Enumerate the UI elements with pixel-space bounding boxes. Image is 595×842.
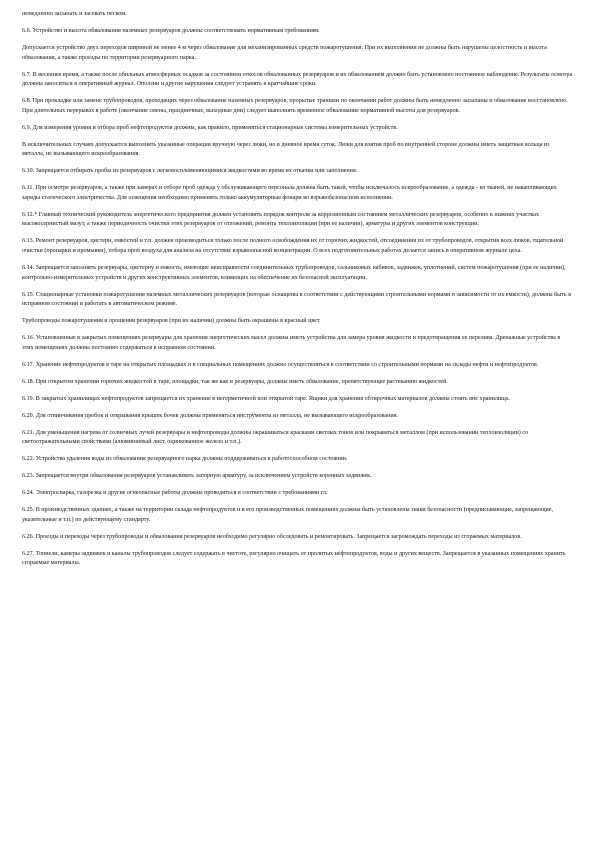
paragraph: 6.18. При открытом хранении горючих жидкостей в таре, площадки, так же как и резервуары, должны иметь обвалование, препятствующее растеканию жидкостей. — [22, 378, 448, 385]
paragraph: Допускается устройство двух переходов шириной не менее 4 м через обвалование для механизированных средств пожаротушения. При их выполнении не должны быть нарушены целостность и высота обвалования, а также проезды по территории резервуарного парка. — [22, 44, 547, 61]
paragraph: 6.20. Для отвинчивания пробок и открывания крышек бочек должны применяться инструменты из металла, не вызывающего искрообразования. — [22, 412, 398, 419]
paragraph: 6.9. Для измерения уровня и отбора проб нефтепродуктов должны, как правило, применяться стационарные системы измерительных устройств. — [22, 124, 398, 131]
paragraph: 6.21. Для уменьшения нагрева от солнечных лучей резервуары и нефтепроводы должны окрашиваться красками светлых тонов или покрываться металлом (при использовании теплоизоляции) со светоотражательными свойствами (алюминиевый лист, оцинкованное железо и т.п.). — [22, 429, 529, 446]
paragraph: Трубопроводы пожаротушения и орошения резервуаров (при их наличии) должны быть окрашены в красный цвет. — [22, 318, 321, 325]
paragraph-with-link — [22, 506, 573, 525]
paragraph: 6.10. Запрещается отбирать пробы из резервуаров с легковоспламеняющимися жидкостями во время их откачки или заполнения. — [22, 168, 358, 175]
paragraph: В исключительных случаях допускается выполнять указанные операции вручную через люки, но в дневное время суток. Люки для взятия проб по внутренней стороне должны иметь защитные кольца из металла, не вызывающего искрообразования. — [22, 141, 550, 158]
paragraph: 6.19. В закрытых хранилищах нефтепродуктов запрещается их хранение в негерметичной или открытой таре. Ящики для хранения обтирочных материалов должны стоять вне хранилища. — [22, 395, 511, 402]
paragraph: 6.12.* Главный технический руководитель энергетического предприятия должен установить порядок контроля за коррозионным состоянием металлических резервуаров, особенно в нижних участках высокосернистый мазут, а также периодичность очистки этих резервуаров от отложений, ремонта теплоизоляции (при ее наличии), арматуры и других элементов конструкции. — [22, 211, 540, 228]
paragraph: 6.22. Устройства удаления воды из обвалования резервуарного парка должны поддерживаться в работоспособном состоянии. — [22, 456, 348, 463]
paragraph: 6.24. Электросварка, газорезка и другие огнеопасные работы должны проводиться в соответствии с требованиями гл. — [22, 490, 328, 497]
paragraph: 6.15. Стационарные установки пожаротушения наземных металлических резервуаров (которые оснащены в соответствии с действующими строительными нормами в зависимости от их емкости), должны быть в исправном состоянии и работать в автоматическом режиме. — [22, 291, 572, 308]
paragraph: 6.26. Проезды и переходы через трубопроводы и обвалования резервуаров необходимо регулярно обследовать и ремонтировать. Запрещается загромождать переходы из сгораемых материалов. — [22, 533, 522, 540]
paragraph: 6.8. При прокладке или замене трубопроводов, проходящих через обвалование наземных резервуаров, прорытые траншеи по окончании работ должны быть немедленно засыпаны и обвалование восстановлено. При длительных перерывах в работе (окончание смены, праздничные, выходные дни) следует выполнять временное обвалование нормативной высоты для резервуаров. — [22, 98, 568, 114]
paragraph: 6.23. Запрещается внутри обвалования резервуаров устанавливать запорную арматуру, за исключением устройств коренных задвижек. — [22, 473, 372, 480]
paragraph: 6.14. Запрещается заполнять резервуары, цистерну и емкость, имеющие неисправности соединительных трубопроводов, сальниковых набивок, задвижек, уплотнений, систем пожаротушения (при ее наличии), контрольно-измерительных устройств и других конструктивных элементов, влияющих на обеспечение их безопасной эксплуатации. — [22, 264, 566, 281]
paragraph: 6.13. Ремонт резервуаров, цистерн, емкостей и т.п. должен производиться только после полного освобождения их от горючих жидкостей, отсоединения их от трубопроводов, открытия всех люков, тщательной очистки (пропарки и промывки), отбора проб воздуха для анализа на отсутствие взрывоопасной концентрации. О всех подготовительных работах делается запись в оперативном журнале цеха. — [22, 238, 564, 254]
paragraph: 6.7. В весеннее время, а также после обильных атмосферных осадков за состоянием откосов обвалованных резервуаров и их обвалованием должно быть установлено постоянное наблюдение. Результаты осмотра должны заноситься в оперативный журнал. Оползни и другие нарушения следует устранять в кратчайшие сроки. — [22, 71, 573, 88]
paragraph: 6.11. При осмотре резервуаров, а также при замерах и отборе проб одежда у обслуживающего персонала должна быть такой, чтобы исключалось искрообразование, а одежда - из тканей, не накапливающих заряды статического электричества. Для освещения необходимо применять только аккумуляторные фонари во взрывобезопасном исполнении. — [22, 185, 557, 201]
paragraph: 6.27. Тоннели, камеры задвижек и каналы трубопроводов следует содержать в чистоте, регулярно очищать от пролитых нефтепродуктов, воды и других веществ. Запрещается в указанных помещениях хранить сгораемые материалы. — [22, 550, 566, 567]
paragraph: немедленно засыпать и засевать песком. — [22, 11, 127, 17]
paragraph: 6.6. Устройство и высота обвалования наземных резервуаров должны соответствовать нормативным требованиям. — [22, 27, 320, 34]
paragraph: 6.16. Установленные в закрытых помещениях резервуары для хранения энергетических масел должны иметь устройства для замера уровня жидкости и предотвращения ее перелива. Дренажные устройства в этих помещениях должны постоянно содержаться в исправном состоянии. — [22, 335, 561, 351]
paragraph: 6.17. Хранение нефтепродуктов в таре на открытых площадках и в специальных помещениях должно осуществляться в соответствии со строительными нормами на склады нефти и нефтепродуктов. — [22, 361, 539, 368]
paragraph-text: 6.25. В производственных зданиях, а также на территории склада нефтепродуктов и в его производственных помещениях должны быть установлены знаки безопасности (предписывающие, запрещающие, указательные и т.п.) по действующему стандарту. — [22, 507, 554, 523]
